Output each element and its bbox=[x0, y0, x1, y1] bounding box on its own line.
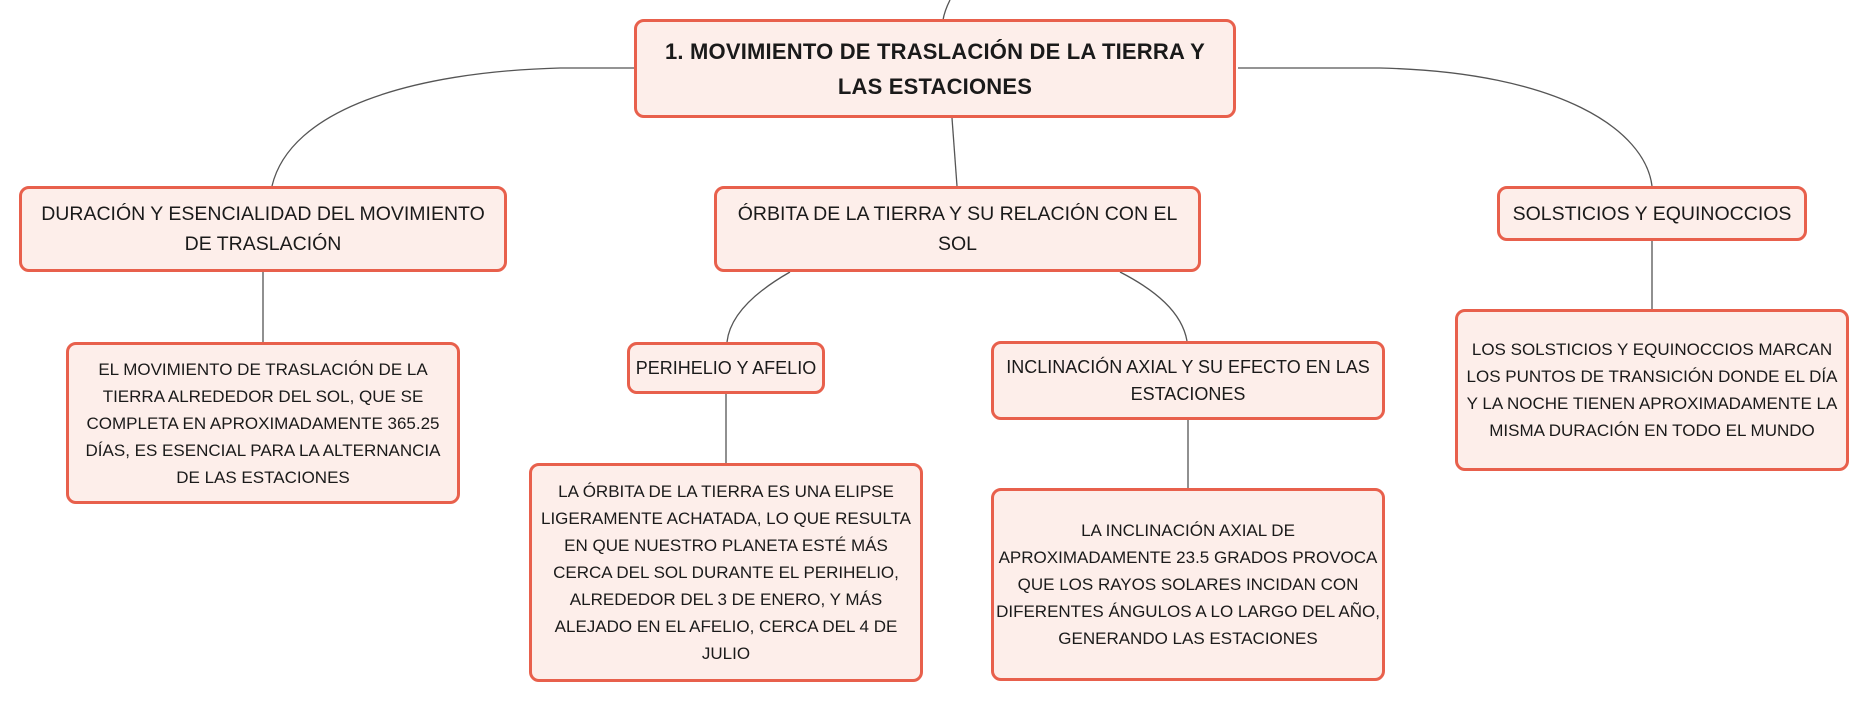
subtopic-inclinacion-label: INCLINACIÓN AXIAL Y SU EFECTO EN LAS ESTACIONES bbox=[1006, 356, 1370, 404]
subtopic-perihelio-label: PERIHELIO Y AFELIO bbox=[635, 357, 817, 378]
connector-orbita-to-perihelio bbox=[727, 272, 790, 342]
central-topic-label: 1. MOVIMIENTO DE TRASLACIÓN DE LA TIERRA Y LAS ESTACIONES bbox=[664, 38, 1206, 99]
detail-inclinacion-text: LA INCLINACIÓN AXIAL DE APROXIMADAMENTE 23.5 GRADOS PROVOCA QUE LOS RAYOS SOLARES INCIDAN CON DIFERENTES ÁNGULOS A LO LARGO DEL AÑO, GENERANDO LAS ESTACIONES bbox=[996, 521, 1380, 648]
connector-root-to-orbita bbox=[952, 118, 957, 186]
topic-solsticios-node[interactable] bbox=[1497, 186, 1807, 241]
connector-root-parent bbox=[943, 0, 950, 20]
subtopic-perihelio-node[interactable] bbox=[627, 342, 825, 394]
detail-solsticios-node[interactable] bbox=[1455, 309, 1849, 471]
detail-duracion-text: EL MOVIMIENTO DE TRASLACIÓN DE LA TIERRA ALREDEDOR DEL SOL, QUE SE COMPLETA EN APROXIMADAMENTE 365.25 DÍAS, ES ESENCIAL PARA LA ALTERNANCIA DE LAS ESTACIONES bbox=[85, 359, 441, 487]
subtopic-inclinacion-node[interactable] bbox=[991, 341, 1385, 420]
central-topic-node[interactable] bbox=[634, 19, 1236, 118]
topic-solsticios-label: SOLSTICIOS Y EQUINOCCIOS bbox=[1512, 202, 1792, 225]
topic-orbita-node[interactable] bbox=[714, 186, 1201, 272]
connector-root-to-solsticios bbox=[1238, 68, 1652, 186]
connector-root-to-duracion bbox=[272, 68, 635, 186]
detail-inclinacion-node[interactable] bbox=[991, 488, 1385, 681]
topic-orbita-label: ÓRBITA DE LA TIERRA Y SU RELACIÓN CON EL SOL bbox=[737, 203, 1178, 255]
detail-perihelio-node[interactable] bbox=[529, 463, 923, 682]
topic-duracion-node[interactable] bbox=[19, 186, 507, 272]
detail-solsticios-text: LOS SOLSTICIOS Y EQUINOCCIOS MARCAN LOS PUNTOS DE TRANSICIÓN DONDE EL DÍA Y LA NOCHE TIENEN APROXIMADAMENTE LA MISMA DURACIÓN EN TODO EL MUNDO bbox=[1466, 340, 1838, 440]
connector-orbita-to-inclinacion bbox=[1120, 272, 1187, 341]
detail-perihelio-text: LA ÓRBITA DE LA TIERRA ES UNA ELIPSE LIGERAMENTE ACHATADA, LO QUE RESULTA EN QUE NUESTRO PLANETA ESTÉ MÁS CERCA DEL SOL DURANTE EL PERIHELIO, ALREDEDOR DEL 3 DE ENERO, Y MÁS ALEJADO EN EL AFELIO, CERCA DEL 4 DE JULIO bbox=[541, 482, 911, 663]
detail-duracion-node[interactable] bbox=[66, 342, 460, 504]
topic-duracion-label: DURACIÓN Y ESENCIALIDAD DEL MOVIMIENTO DE TRASLACIÓN bbox=[41, 203, 485, 255]
